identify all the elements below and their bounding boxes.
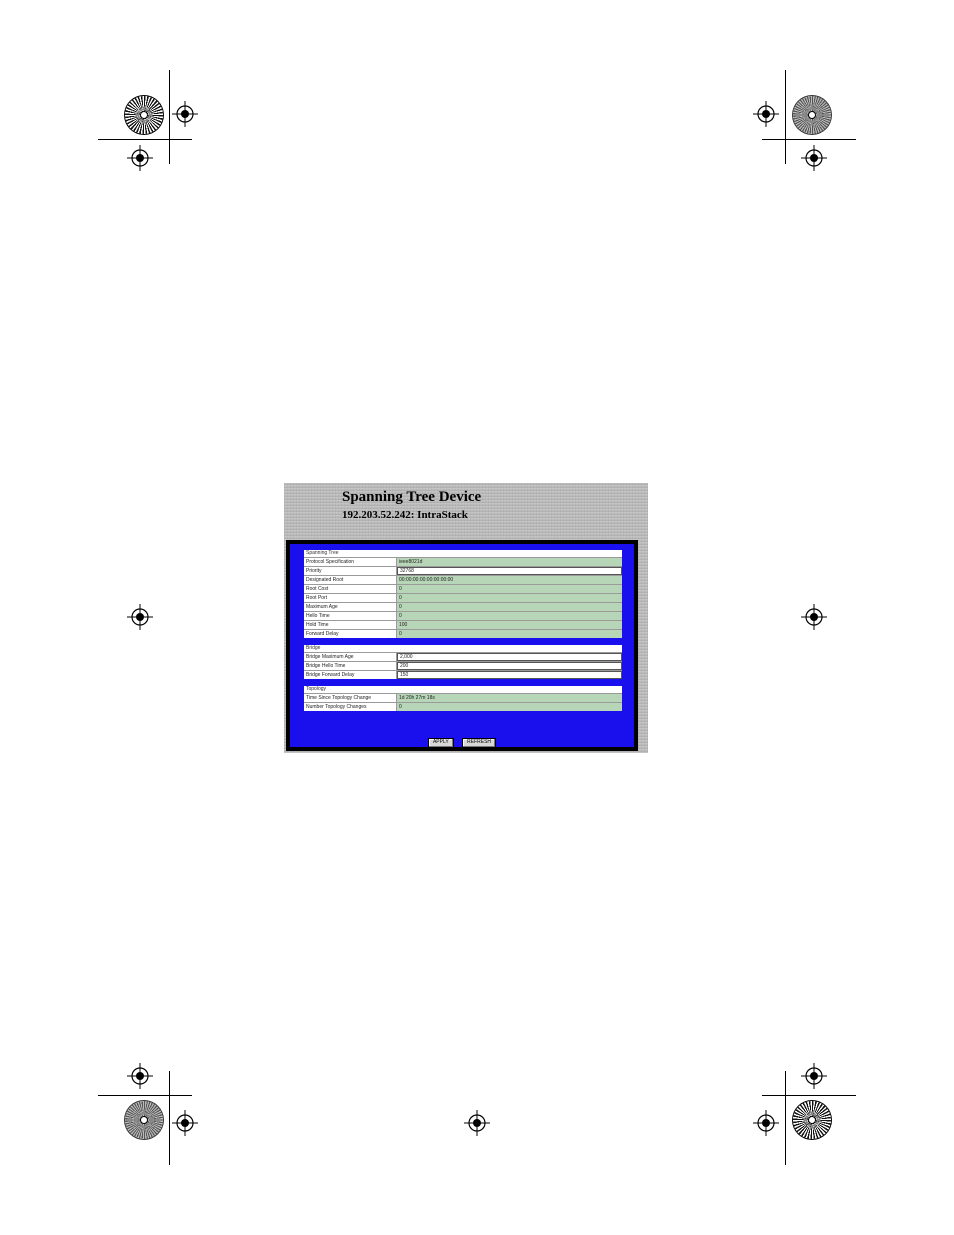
table-row [304,567,622,576]
row-value: 0 [397,612,622,620]
spanning-tree-group [304,550,622,638]
registration-mark-icon [464,1110,490,1136]
priority-input[interactable]: 32768 [397,567,622,575]
table-row [304,630,622,638]
starburst-icon [125,1101,163,1139]
refresh-button[interactable]: REFRESH [462,738,496,748]
row-value: 1d 20h 27m 18s [397,694,622,702]
row-value: 0 [397,603,622,611]
registration-mark-icon [127,1063,153,1089]
row-value: 0 [397,703,622,711]
registration-mark-icon [801,604,827,630]
row-label: Designated Root [304,576,397,584]
content-frame [286,540,638,751]
table-row [304,703,622,711]
row-label: Forward Delay [304,630,397,638]
group-header: Topology [304,686,622,694]
row-label: Hold Time [304,621,397,629]
registration-mark-icon [801,145,827,171]
row-label: Priority [304,567,397,575]
table-row [304,558,622,567]
page-title: Spanning Tree Device [342,489,482,505]
registration-mark-icon [172,1110,198,1136]
row-label: Bridge Forward Delay [304,671,397,679]
registration-mark-icon [801,1063,827,1089]
crop-mark [785,70,786,164]
row-label: Bridge Maximum Age [304,653,397,661]
crop-mark [169,70,170,164]
starburst-icon [793,1101,831,1139]
bridge-group [304,645,622,679]
row-label: Hello Time [304,612,397,620]
registration-mark-icon [172,101,198,127]
crop-mark [98,1095,192,1096]
table-row [304,662,622,671]
starburst-icon [793,96,831,134]
topology-group [304,686,622,711]
table-row [304,594,622,603]
row-label: Root Cost [304,585,397,593]
registration-mark-icon [753,1110,779,1136]
row-label: Root Port [304,594,397,602]
crop-mark [785,1071,786,1165]
table-row [304,612,622,621]
row-label: Bridge Hello Time [304,662,397,670]
group-header: Bridge [304,645,622,653]
table-row [304,621,622,630]
bridge-hello-time-input[interactable]: 200 [397,662,622,670]
row-value: 00:00:00:00:00:00:00:00 [397,576,622,584]
device-subtitle: 192.203.52.242: IntraStack [342,509,468,521]
group-header: Spanning Tree [304,550,622,558]
registration-mark-icon [127,145,153,171]
starburst-icon [125,96,163,134]
button-bar [290,730,634,748]
row-label: Number Topology Changes [304,703,397,711]
content-panel [290,544,634,747]
apply-button[interactable]: APPLY [428,738,454,748]
bridge-forward-delay-input[interactable]: 150 [397,671,622,679]
spanning-tree-screenshot [284,483,648,753]
row-label: Maximum Age [304,603,397,611]
table-row [304,576,622,585]
registration-mark-icon [127,604,153,630]
table-row [304,603,622,612]
row-value: 0 [397,630,622,638]
table-row [304,671,622,679]
row-value: ieee8021d [397,558,622,566]
row-value: 0 [397,585,622,593]
registration-mark-icon [753,101,779,127]
crop-mark [762,139,856,140]
crop-mark [762,1095,856,1096]
row-label: Time Since Topology Change [304,694,397,702]
bridge-max-age-input[interactable]: 2,000 [397,653,622,661]
row-label: Protocol Specification [304,558,397,566]
row-value: 0 [397,594,622,602]
row-value: 100 [397,621,622,629]
crop-mark [98,139,192,140]
table-row [304,585,622,594]
crop-mark [169,1071,170,1165]
table-row [304,653,622,662]
table-row [304,694,622,703]
